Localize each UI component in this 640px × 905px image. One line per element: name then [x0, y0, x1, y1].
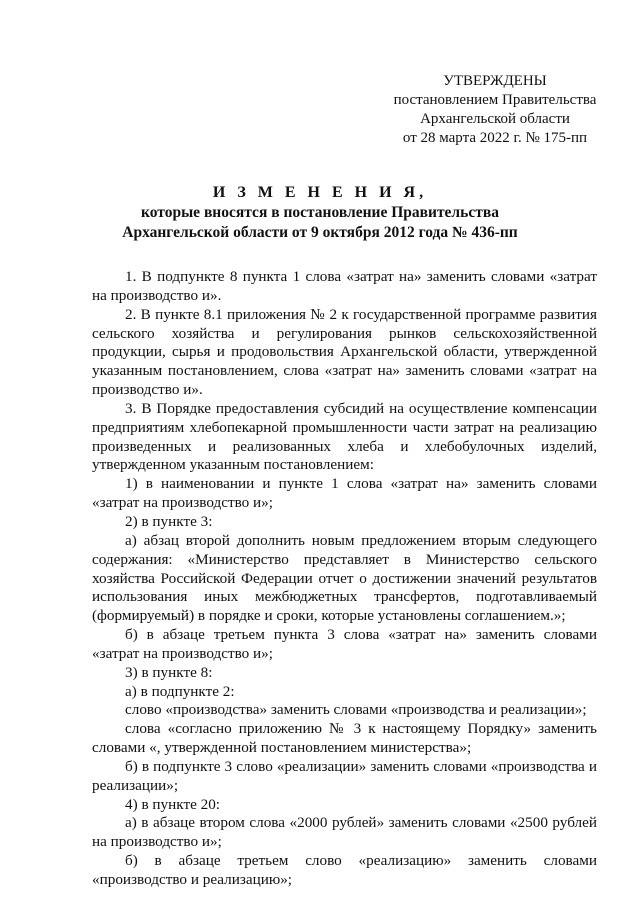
paragraph: а) в подпункте 2: [125, 682, 235, 700]
approval-line: Архангельской области [420, 111, 570, 127]
paragraph: слова «согласно приложению № 3 к настоящему Порядку» заменить словами «, утвержденной постановлением министерства»; [92, 720, 597, 757]
paragraph: а) абзац второй дополнить новым предложением вторым следующего содержания: «Министерство представляет в Министерство сельского хозяйства Российской Федерации отчет о достижении значений результатов использования иных межбюджетных трансфертов, подготавливаемый (формируемый) в порядке и сроки, которые установлены соглашением.»; [92, 531, 597, 625]
paragraph: 1) в наименовании и пункте 1 слова «затрат на» заменить словами «затрат на производство и»; [92, 475, 597, 512]
paragraph: слово «производства» заменить словами «производства и реализации»; [125, 701, 587, 719]
paragraph: 3) в пункте 8: [125, 663, 213, 681]
approval-line: постановлением Правительства [393, 92, 597, 108]
paragraph: 2. В пункте 8.1 приложения № 2 к государственной программе развития сельского хозяйства и регулирования рынков сельскохозяйственной продукции, сырья и продовольствия Архангельской области, утвержденной указанным постановлением, слова «затрат на» заменить словами «затрат на производство и». [92, 305, 597, 399]
document-title [60, 183, 580, 243]
paragraph: 2) в пункте 3: [125, 512, 213, 530]
paragraph: 1. В подпункте 8 пункта 1 слова «затрат на» заменить словами «затрат на производство и». [92, 268, 597, 304]
title-heading: И З М Е Н Е Н И Я, [212, 184, 428, 201]
document-body [92, 268, 597, 890]
paragraph: б) в абзаце третьем пункта 3 слова «затрат на» заменить словами «затрат на производство и»; [92, 626, 597, 662]
paragraph: б) в абзаце третьем слово «реализацию» заменить словами «производство и реализацию»; [92, 852, 597, 888]
paragraph: 3. В Порядке предоставления субсидий на осуществление компенсации предприятиям хлебопекарной промышленности части затрат на реализацию произведенных и реализованных хлеба и хлебобулочных изделий, утвержденном указанным постановлением: [92, 399, 597, 474]
paragraph: 4) в пункте 20: [125, 795, 221, 813]
approval-date: от 28 марта 2022 г. № 175-пп [402, 130, 588, 146]
paragraph: а) в абзаце втором слова «2000 рублей» заменить словами «2500 рублей на производство и»; [92, 814, 597, 851]
title-subtitle: которые вносятся в постановление Правительства [141, 204, 499, 221]
title-subtitle: Архангельской области от 9 октября 2012 года № 436-пп [122, 224, 518, 241]
paragraph: б) в подпункте 3 слово «реализации» заменить словами «производства и реализации»; [92, 757, 597, 794]
approval-stamp [380, 72, 610, 148]
approval-heading: УТВЕРЖДЕНЫ [443, 73, 547, 89]
